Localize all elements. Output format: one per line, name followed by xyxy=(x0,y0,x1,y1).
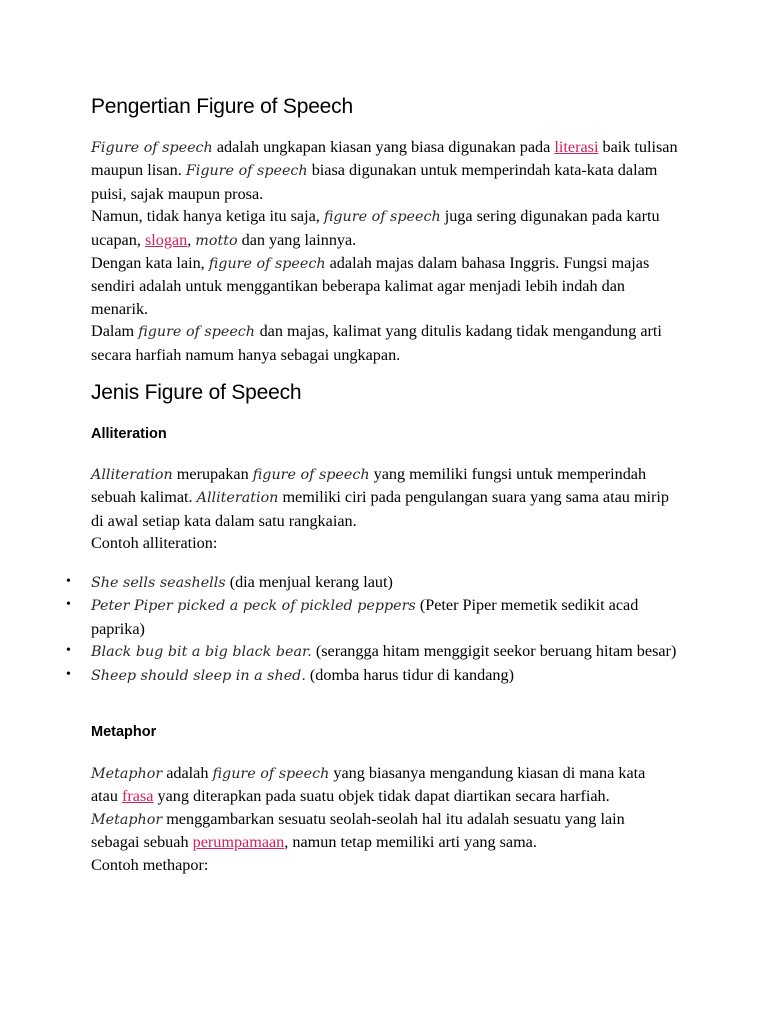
text-run: , xyxy=(187,230,196,249)
italic-term: Alliteration xyxy=(91,467,173,483)
paragraph-pengertian xyxy=(91,136,681,366)
bullet-icon: • xyxy=(66,574,71,589)
text-run: Contoh methapor: xyxy=(91,855,209,874)
italic-term: figure of speech xyxy=(212,766,330,782)
text-run: merupakan xyxy=(172,465,253,483)
text-run: adalah ungkapan kiasan yang biasa digunakan pada xyxy=(212,138,555,156)
text-run: Contoh alliteration: xyxy=(91,534,218,553)
italic-term: Alliteration xyxy=(196,490,279,507)
list-item xyxy=(66,571,686,594)
italic-term: motto xyxy=(195,232,238,249)
text-run: adalah majas dalam bahasa Inggris. Fungsi majas sendiri adalah untuk menggantikan beberapa kalimat agar menjadi lebih indah dan menarik. xyxy=(91,254,650,318)
subheading-alliteration: Alliteration xyxy=(91,426,167,442)
text-run: (dia menjual kerang laut) xyxy=(225,573,393,591)
heading-pengertian: Pengertian Figure of Speech xyxy=(91,95,353,118)
text-run: menggambarkan sesuatu seolah-seolah hal itu adalah sesuatu yang lain sebagai sebuah xyxy=(91,809,625,852)
italic-term: figure of speech xyxy=(208,256,326,273)
text-run: Dengan kata lain, xyxy=(91,254,209,273)
paragraph-alliteration xyxy=(91,463,671,555)
subheading-metaphor: Metaphor xyxy=(91,724,157,740)
text-run: biasa digunakan untuk memperindah kata-kata dalam puisi, sajak maupun prosa. xyxy=(91,161,658,203)
text-run: yang diterapkan pada suatu objek tidak dapat diartikan secara harfiah. xyxy=(153,787,610,806)
text-run: dan yang lainnya. xyxy=(237,230,357,249)
text-run: , namun tetap memiliki arti yang sama. xyxy=(284,833,537,852)
text-run: juga sering digunakan pada kartu ucapan, xyxy=(91,207,660,249)
italic-term: figure of speech xyxy=(138,324,260,341)
bullet-icon: • xyxy=(66,666,71,682)
paragraph-metaphor xyxy=(91,762,676,876)
italic-example: Sheep should sleep in a shed. xyxy=(91,667,306,684)
text-run: Namun, tidak hanya ketiga itu saja, xyxy=(91,207,324,226)
bullet-icon: • xyxy=(66,643,71,659)
link-perumpamaan[interactable]: perumpamaan xyxy=(192,833,285,852)
italic-term: figure of speech xyxy=(252,467,370,483)
text-run: (serangga hitam menggigit seekor beruang hitam besar) xyxy=(311,642,677,661)
bullet-icon: • xyxy=(66,597,71,613)
text-run: memiliki ciri pada pengulangan suara yang sama atau mirip di awal setiap kata dalam satu rangkaian. xyxy=(91,488,670,530)
heading-jenis: Jenis Figure of Speech xyxy=(91,381,302,404)
examples-list xyxy=(66,571,686,687)
link-literasi[interactable]: literasi xyxy=(554,138,599,156)
link-frasa[interactable]: frasa xyxy=(122,787,154,806)
list-item xyxy=(66,640,686,663)
text-run: (domba harus tidur di kandang) xyxy=(305,665,515,684)
italic-term: Figure of speech xyxy=(91,140,213,156)
italic-example: Black bug bit a big black bear. xyxy=(91,644,312,661)
text-run: Dalam xyxy=(91,322,139,341)
italic-example: She sells seashells xyxy=(91,575,226,591)
italic-example: Peter Piper picked a peck of pickled peppers xyxy=(91,598,416,615)
italic-term: Metaphor xyxy=(91,811,163,828)
text-run: adalah xyxy=(162,764,213,782)
italic-term: Metaphor xyxy=(91,766,163,782)
text-run: dan majas, kalimat yang ditulis kadang tidak mengandung arti secara harfiah namum hanya sebagai ungkapan. xyxy=(91,322,662,364)
list-item xyxy=(66,594,686,640)
italic-term: Figure of speech xyxy=(185,163,308,180)
text-run: (Peter Piper memetik sedikit acad paprika) xyxy=(91,596,639,638)
list-item xyxy=(66,664,686,687)
text-run: yang memiliki fungsi untuk memperindah sebuah kalimat. xyxy=(91,465,647,507)
text-run: yang biasanya mengandung kiasan di mana kata atau xyxy=(91,764,646,806)
text-run: baik tulisan maupun lisan. xyxy=(91,138,678,180)
italic-term: figure of speech xyxy=(323,209,441,226)
link-slogan[interactable]: slogan xyxy=(144,230,188,249)
